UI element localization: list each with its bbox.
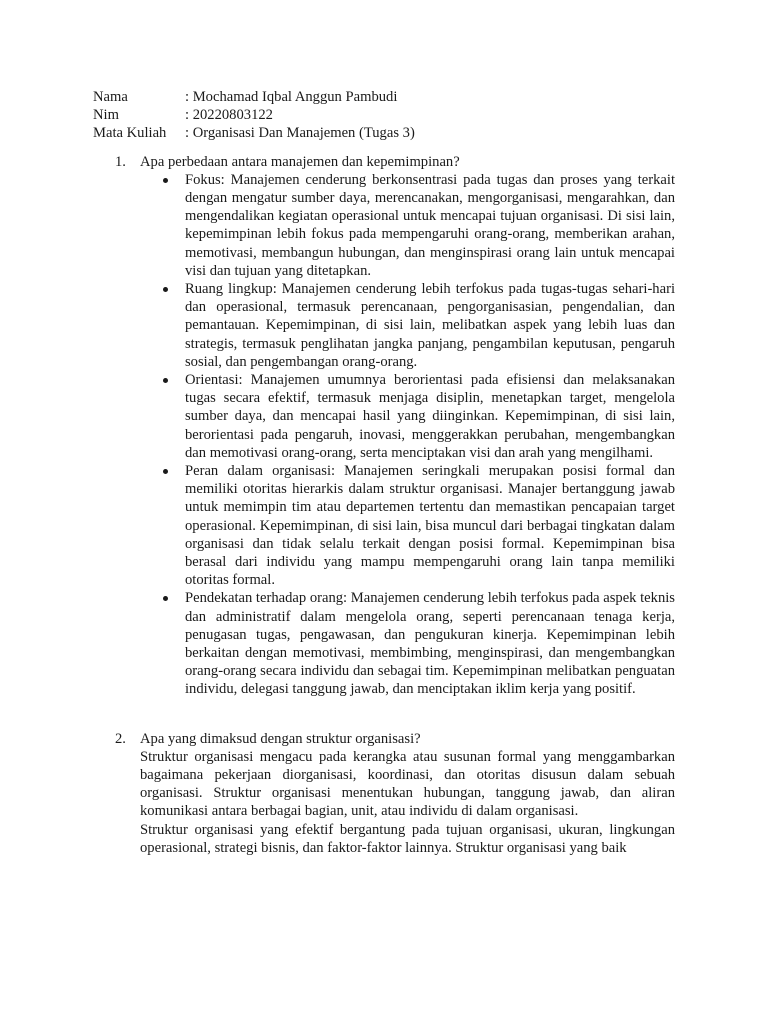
bullet-icon <box>163 378 168 383</box>
info-value: : 20220803122 <box>185 107 273 124</box>
answer-bullet-fokus <box>140 171 675 280</box>
answer-bullet-peran <box>140 462 675 589</box>
info-label: Nama <box>93 89 128 105</box>
answer-paragraph: Struktur organisasi mengacu pada kerangka atau susunan formal yang menggambarkan bagaimana pekerjaan diorganisasi, koordinasi, dan otoritas disusun dalam sebuah organisasi. Struktur organisasi menentukan hubungan, tanggung jawab, dan aliran komunikasi antara berbagai bagian, unit, atau individu di dalam organisasi. <box>140 748 675 820</box>
bullet-text: Peran dalam organisasi: Manajemen seringkali merupakan posisi formal dan memiliki otoritas hierarkis dalam struktur organisasi. Manajer bertanggung jawab untuk memimpin tim atau departemen tertentu dan memastikan pencapaian target operasional. Kepemimpinan, di sisi lain, bisa muncul dari berbagai tingkatan dalam organisasi dan tidak selalu terkait dengan posisi formal. Kepemimpinan bisa berasal dari individu yang mampu mempengaruhi orang lain tanpa memiliki otoritas formal. <box>185 463 675 589</box>
answer-bullet-ruang-lingkup <box>140 280 675 371</box>
answer-paragraph: Struktur organisasi yang efektif bergantung pada tujuan organisasi, ukuran, lingkungan operasional, strategi bisnis, dan faktor-faktor lainnya. Struktur organisasi yang baik <box>140 821 675 856</box>
info-row-mata-kuliah <box>93 124 675 142</box>
info-value: : Organisasi Dan Manajemen (Tugas 3) <box>185 125 415 142</box>
answer-bullet-pendekatan <box>140 589 675 698</box>
info-row-nama <box>93 88 675 106</box>
question-1 <box>93 153 675 699</box>
bullet-text: Ruang lingkup: Manajemen cenderung lebih terfokus pada tugas-tugas sehari-hari dan operasional, termasuk perencanaan, pengorganisasian, pengendalian, dan pemantauan. Kepemimpinan, di sisi lain, melibatkan aspek yang lebih luas dan strategis, termasuk penglihatan jangka panjang, pengambilan keputusan, pengaruh sosial, dan pengembangan orang-orang. <box>185 280 675 370</box>
question-2 <box>93 730 675 857</box>
info-label: Nim <box>93 107 119 124</box>
bullet-icon <box>163 287 168 292</box>
bullet-text: Pendekatan terhadap orang: Manajemen cenderung lebih terfokus pada aspek teknis dan administratif dalam mengelola orang, seperti perencanaan tenaga kerja, penugasan tugas, pengawasan, dan pengukuran kinerja. Kepemimpinan lebih berkaitan dengan memotivasi, membimbing, menginspirasi, dan mengembangkan orang-orang secara individu dan sebagai tim. Kepemimpinan melibatkan penguatan individu, delegasi tanggung jawab, dan menciptakan iklim kerja yang positif. <box>185 590 675 698</box>
question-number: 1. <box>115 153 126 170</box>
bullet-icon <box>163 596 168 601</box>
question-title: Apa yang dimaksud dengan struktur organisasi? <box>140 730 421 747</box>
question-number: 2. <box>115 730 126 747</box>
bullet-icon <box>163 178 168 183</box>
bullet-icon <box>163 469 168 474</box>
answer-bullet-orientasi <box>140 371 675 462</box>
info-label: Mata Kuliah <box>93 125 167 142</box>
question-title: Apa perbedaan antara manajemen dan kepemimpinan? <box>140 153 460 170</box>
info-row-nim <box>93 106 675 124</box>
student-info <box>93 88 675 143</box>
answer-bullet-list <box>140 171 675 699</box>
bullet-text: Fokus: Manajemen cenderung berkonsentrasi pada tugas dan proses yang terkait dengan mengatur sumber daya, merencanakan, mengorganisasi, mengarahkan, dan mengendalikan kegiatan operasional untuk mencapai tujuan organisasi. Di sisi lain, kepemimpinan lebih fokus pada mempengaruhi orang-orang, memberikan arahan, memotivasi, membangun hubungan, dan menginspirasi orang lain untuk mencapai visi dan tujuan yang ditetapkan. <box>185 171 675 279</box>
bullet-text: Orientasi: Manajemen umumnya berorientasi pada efisiensi dan melaksanakan tugas secara efektif, termasuk menjaga disiplin, menetapkan target, mengelola sumber daya, dan mencapai hasil yang diinginkan. Kepemimpinan, di sisi lain, berorientasi pada pengaruh, inovasi, menggerakkan perubahan, mengembangkan dan memotivasi orang-orang, serta menciptakan visi dan arah yang mengilhami. <box>185 372 675 461</box>
document-page <box>93 88 675 857</box>
info-value: : Mochamad Iqbal Anggun Pambudi <box>185 89 398 105</box>
